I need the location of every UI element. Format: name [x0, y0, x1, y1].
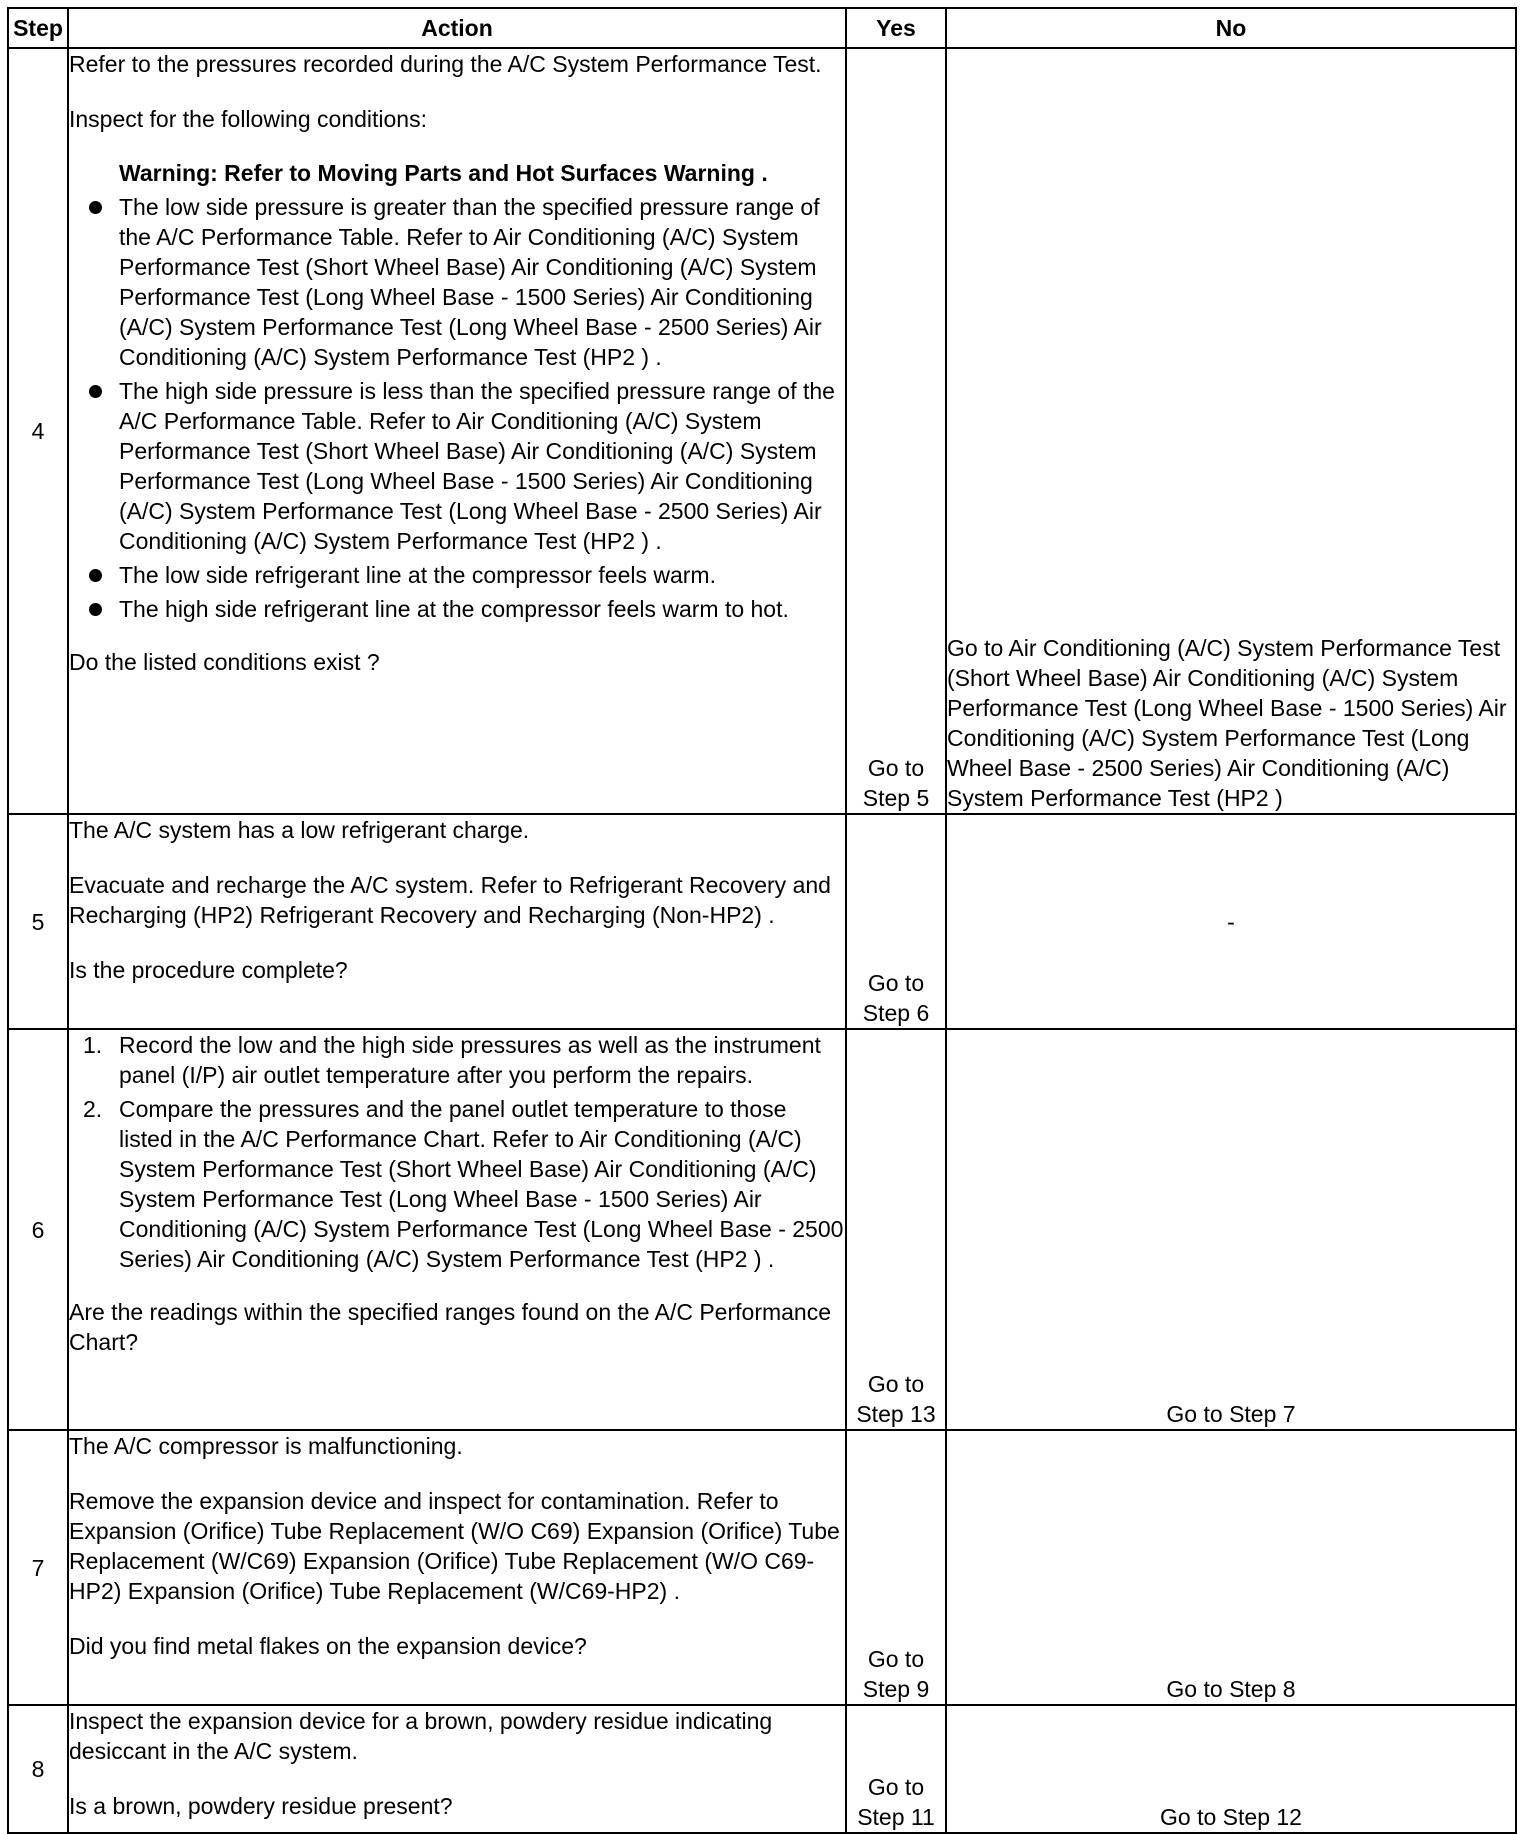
step-number: 7 — [8, 1430, 68, 1705]
action-cell — [68, 48, 846, 814]
yes-cell: Go to Step 5 — [846, 48, 946, 814]
condition-item: The high side pressure is less than the specified pressure range of the A/C Performance Table. Refer to Air Conditioning (A/C) System Performance Test (Short Wheel Base) Air Conditioning (A/C) System Performance Test (Long Wheel Base - 1500 Series) Air Conditioning (A/C) System Performance Test (Long Wheel Base - 2500 Series) Air Conditioning (A/C) System Performance Test (HP2 ) . — [119, 376, 845, 556]
action-body: Remove the expansion device and inspect for contamination. Refer to Expansion (Orifice) Tube Replacement (W/O C69) Expansion (Orifice) Tube Replacement (W/C69) Expansion (Orifice) Tube Replacement (W/O C69-HP2) Expansion (Orifice) Tube Replacement (W/C69-HP2) . — [69, 1488, 840, 1604]
yes-cell: Go to Step 11 — [846, 1705, 946, 1833]
action-cell — [68, 1430, 846, 1705]
step-row-4 — [8, 48, 1516, 814]
procedure-item: 1. Record the low and the high side pressures as well as the instrument panel (I/P) air outlet temperature after you perform the repairs. — [83, 1032, 821, 1088]
bullet-icon — [89, 603, 102, 616]
header-yes: Yes — [846, 8, 946, 48]
action-cell — [68, 1705, 846, 1833]
action-inspect: Inspect for the following conditions: — [69, 106, 427, 132]
condition-list — [69, 158, 845, 624]
action-intro: Inspect the expansion device for a brown, powdery residue indicating desiccant in the A/C system. — [69, 1708, 773, 1764]
no-cell: Go to Air Conditioning (A/C) System Performance Test (Short Wheel Base) Air Conditioning (A/C) System Performance Test (Long Wheel Base - 1500 Series) Air Conditioning (A/C) System Performance Test (Long Wheel Base - 2500 Series) Air Conditioning (A/C) System Performance Test (HP2 ) — [946, 48, 1516, 814]
step-row-8 — [8, 1705, 1516, 1833]
condition-item: The low side refrigerant line at the compressor feels warm. — [119, 560, 845, 590]
action-question: Do the listed conditions exist ? — [69, 649, 380, 675]
action-body: Evacuate and recharge the A/C system. Refer to Refrigerant Recovery and Recharging (HP2) Refrigerant Recovery and Recharging (Non-HP2) . — [69, 872, 831, 928]
yes-cell: Go to Step 9 — [846, 1430, 946, 1705]
yes-cell: Go to Step 13 — [846, 1029, 946, 1430]
diagnostic-table — [7, 7, 1517, 1834]
header-row — [8, 8, 1516, 48]
step-row-5 — [8, 814, 1516, 1029]
action-cell — [68, 814, 846, 1029]
no-cell: Go to Step 8 — [946, 1430, 1516, 1705]
action-question: Are the readings within the specified ranges found on the A/C Performance Chart? — [69, 1299, 832, 1355]
no-cell: Go to Step 12 — [946, 1705, 1516, 1833]
bullet-icon — [89, 201, 102, 214]
step-number: 4 — [8, 48, 68, 814]
yes-cell: Go to Step 6 — [846, 814, 946, 1029]
step-number: 8 — [8, 1705, 68, 1833]
header-action: Action — [68, 8, 846, 48]
step-row-7 — [8, 1430, 1516, 1705]
condition-item: The high side refrigerant line at the compressor feels warm to hot. — [119, 594, 845, 624]
action-question: Is the procedure complete? — [69, 957, 348, 983]
step-row-6 — [8, 1029, 1516, 1430]
condition-item: The low side pressure is greater than the specified pressure range of the A/C Performance Table. Refer to Air Conditioning (A/C) System Performance Test (Short Wheel Base) Air Conditioning (A/C) System Performance Test (Long Wheel Base - 1500 Series) Air Conditioning (A/C) System Performance Test (Long Wheel Base - 2500 Series) Air Conditioning (A/C) System Performance Test (HP2 ) . — [119, 192, 845, 372]
header-no: No — [946, 8, 1516, 48]
action-question: Did you find metal flakes on the expansion device? — [69, 1633, 587, 1659]
action-question: Is a brown, powdery residue present? — [69, 1793, 453, 1819]
warning-text: Warning: Refer to Moving Parts and Hot Surfaces Warning . — [119, 160, 768, 186]
no-cell: Go to Step 7 — [946, 1029, 1516, 1430]
bullet-icon — [89, 385, 102, 398]
header-step: Step — [8, 8, 68, 48]
procedure-item: 2. Compare the pressures and the panel outlet temperature to those listed in the A/C Performance Chart. Refer to Air Conditioning (A/C) System Performance Test (Short Wheel Base) Air Conditioning (A/C) System Performance Test (Long Wheel Base - 1500 Series) Air Conditioning (A/C) System Performance Test (Long Wheel Base - 2500 Series) Air Conditioning (A/C) System Performance Test (HP2 ) . — [83, 1096, 844, 1272]
action-cell — [68, 1029, 846, 1430]
procedure-list — [69, 1030, 845, 1274]
no-cell: - — [946, 814, 1516, 1029]
action-intro: The A/C compressor is malfunctioning. — [69, 1433, 463, 1459]
action-intro: The A/C system has a low refrigerant charge. — [69, 817, 530, 843]
step-number: 5 — [8, 814, 68, 1029]
bullet-icon — [89, 569, 102, 582]
step-number: 6 — [8, 1029, 68, 1430]
action-intro: Refer to the pressures recorded during the A/C System Performance Test. — [69, 51, 822, 77]
